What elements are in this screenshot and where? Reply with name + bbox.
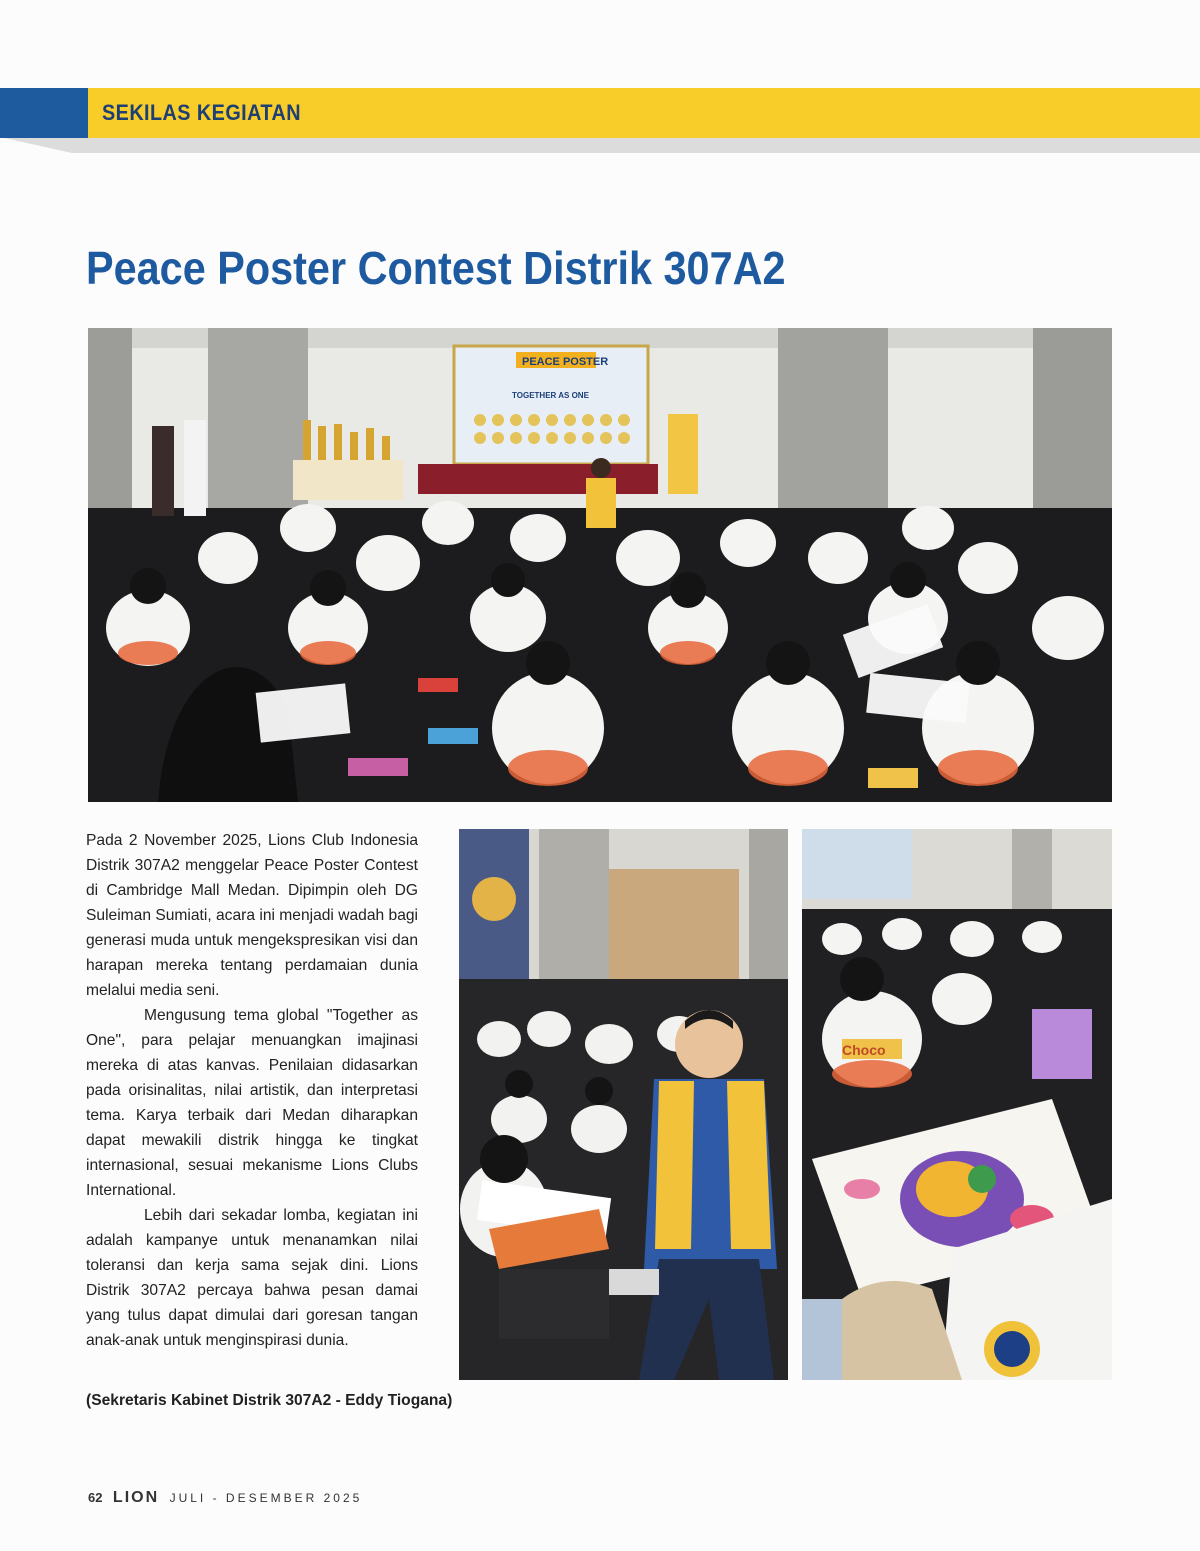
photo-district-officer (459, 829, 788, 1380)
author-credit: (Sekretaris Kabinet Distrik 307A2 - Eddy Tiogana) (86, 1392, 453, 1409)
header-band-shadow (0, 137, 1200, 153)
main-event-photo (88, 328, 1112, 802)
article-title: Peace Poster Contest Distrik 307A2 (86, 242, 786, 294)
banner-tagline: TOGETHER AS ONE (512, 391, 589, 400)
page-number: 62 (88, 1490, 103, 1505)
paragraph-2: Mengusung tema global "Together as One", para pelajar menuangkan imajinasi mereka di atas kanvas. Penilaian didasarkan pada orisinalitas, nilai artistik, dan interpretasi tema. Karya terbaik dari Medan diharapkan dapat mewakili distrik hingga ke tingkat internasional, sesuai mekanisme Lions Clubs International. (86, 1007, 418, 1199)
photo-student-painting (802, 829, 1112, 1380)
paragraph-3: Lebih dari sekadar lomba, kegiatan ini adalah kampanye untuk menanamkan nilai toleransi dan kerja sama sejak dini. Lions Distrik 307A2 percaya bahwa pesan damai yang tulus dapat dimulai dari goresan tangan anak-anak untuk menginspirasi dunia. (86, 1207, 418, 1349)
issue-date: JULI - DESEMBER 2025 (169, 1491, 363, 1505)
page-footer (88, 1489, 362, 1507)
shirt-text: Choco (842, 1042, 886, 1058)
header-band-blue (0, 88, 88, 138)
magazine-name: LION (112, 1489, 160, 1506)
banner-text: PEACE POSTER (522, 356, 609, 368)
paragraph-1: Pada 2 November 2025, Lions Club Indonesia Distrik 307A2 menggelar Peace Poster Contest di Cambridge Mall Medan. Dipimpin oleh DG Suleiman Sumiati, acara ini menjadi wadah bagi generasi muda untuk mengekspresikan visi dan harapan mereka tentang perdamaian dunia melalui media seni. (86, 832, 418, 999)
section-label: SEKILAS KEGIATAN (102, 100, 301, 125)
article-body (86, 828, 418, 1353)
